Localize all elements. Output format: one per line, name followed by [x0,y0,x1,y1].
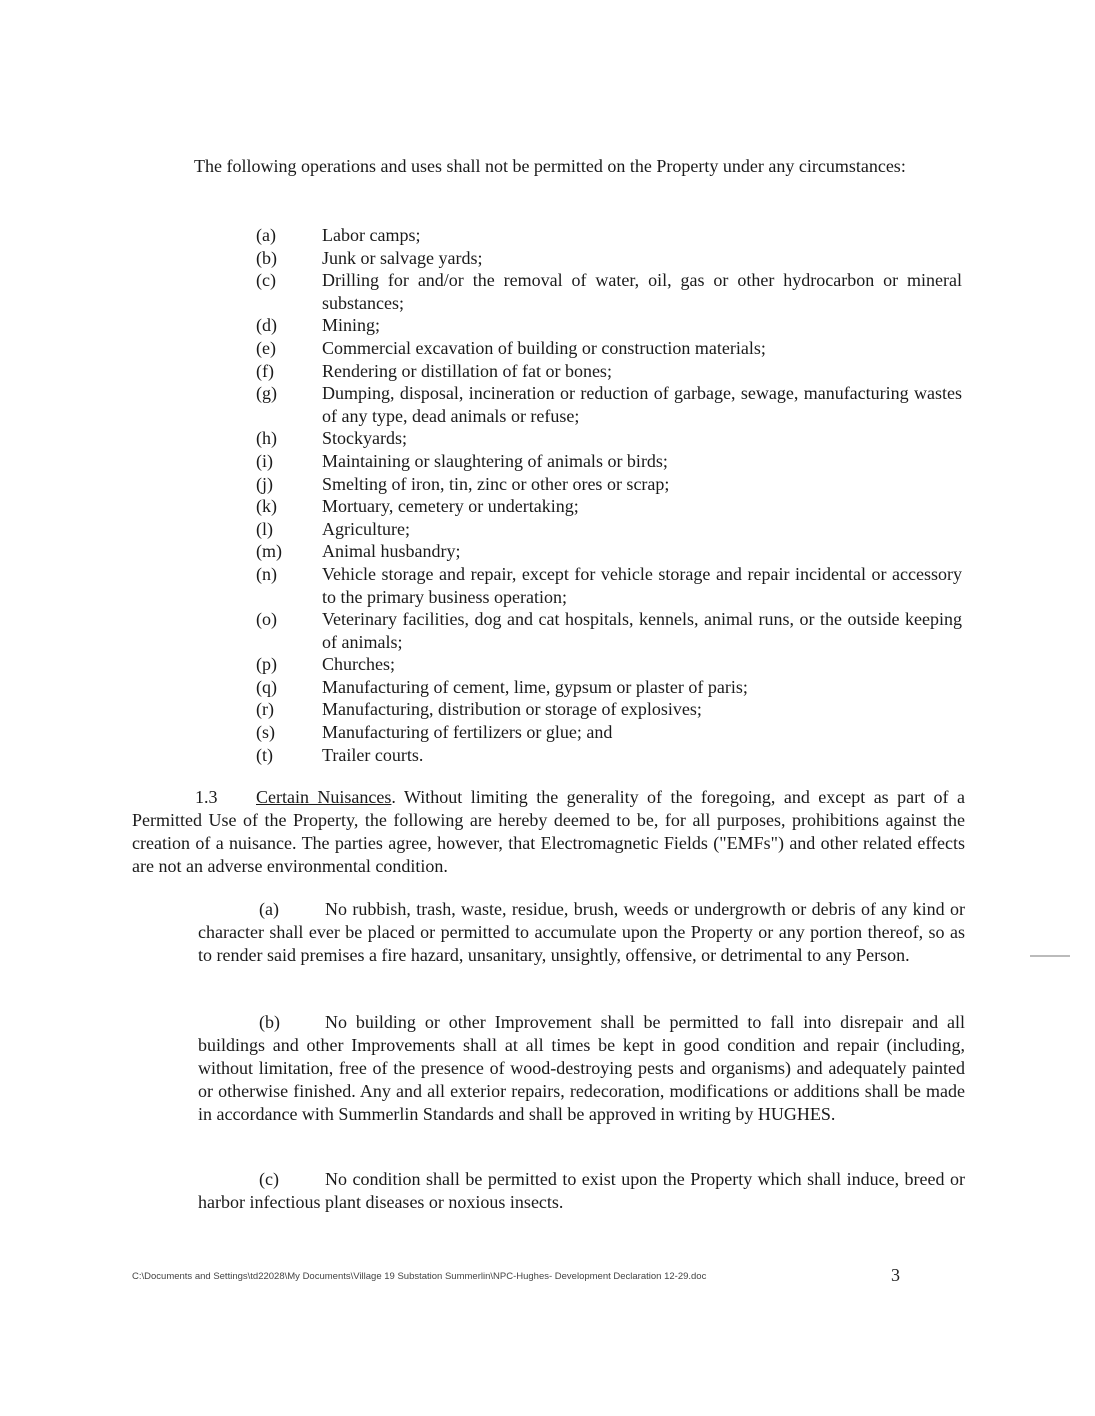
list-item [256,427,962,450]
list-item-label: (h) [256,428,277,449]
section-text: . Without limiting the generality of the foregoing, and except as part of a Permitted Use of the Property, the following are hereby deemed to be, for all purposes, prohibitions against the creation of a nuisance. The parties agree, however, that Electromagnetic Fields ("EMFs") and other related effects are not an adverse environmental condition. [132,787,965,876]
list-item-text: Commercial excavation of building or construction materials; [322,337,766,358]
list-item-text: Smelting of iron, tin, zinc or other ores or scrap; [322,473,670,494]
list-item-label: (r) [256,699,274,720]
list-item-label: (n) [256,563,277,584]
list-item-label: (l) [256,518,273,539]
list-item-text: Stockyards; [322,428,407,449]
subsection-text: No condition shall be permitted to exist upon the Property which shall induce, breed or harbor infectious plant diseases or noxious insects. [198,1169,965,1212]
list-item-label: (f) [256,360,274,381]
list-item-text: Mortuary, cemetery or undertaking; [322,496,579,517]
list-item [256,224,962,247]
list-item-text: Manufacturing, distribution or storage of explosives; [322,699,702,720]
scan-artifact-mark [1030,955,1070,957]
list-item-text: Dumping, disposal, incineration or reduction of garbage, sewage, manufacturing wastes of any type, dead animals or refuse; [322,383,962,426]
list-item [256,337,962,360]
subsection-b [198,1011,965,1126]
list-item-label: (d) [256,315,277,336]
list-item-label: (a) [256,225,276,245]
list-item [256,653,962,676]
list-item-text: Veterinary facilities, dog and cat hospitals, kennels, animal runs, or the outside keeping of animals; [322,609,962,652]
list-item-text: Drilling for and/or the removal of water, oil, gas or other hydrocarbon or mineral substances; [322,270,962,313]
list-item [256,450,962,473]
list-item-label: (g) [256,383,277,404]
section-1-3 [132,786,965,878]
subsection-text: No rubbish, trash, waste, residue, brush, weeds or undergrowth or debris of any kind or character shall ever be placed or permitted to accumulate upon the Property or any portion thereof, so as to render said premises a fire hazard, unsanitary, unsightly, offensive, or detrimental to any Person. [198,899,965,965]
list-item-text: Animal husbandry; [322,541,461,562]
list-item [256,676,962,699]
list-item-label: (t) [256,744,273,765]
page-number: 3 [891,1265,900,1285]
intro-paragraph: The following operations and uses shall not be permitted on the Property under any circumstances: [194,156,906,176]
list-item-text: Maintaining or slaughtering of animals or birds; [322,450,668,471]
list-item-text: Junk or salvage yards; [322,247,483,268]
list-item-text: Manufacturing of cement, lime, gypsum or plaster of paris; [322,676,748,697]
list-item-text: Labor camps; [322,225,421,245]
list-item [256,382,962,427]
list-item [256,563,962,608]
section-number: 1.3 [195,787,218,807]
prohibited-uses-list [256,224,962,766]
list-item-label: (i) [256,450,273,471]
list-item [256,608,962,653]
list-item-text: Mining; [322,315,381,336]
subsection-label: (c) [259,1169,279,1189]
list-item-text: Agriculture; [322,518,410,539]
list-item [256,314,962,337]
list-item-text: Vehicle storage and repair, except for vehicle storage and repair incidental or accessory to the primary business operation; [322,563,962,607]
list-item-label: (p) [256,654,277,675]
list-item-label: (b) [256,247,277,268]
list-item-label: (e) [256,337,276,358]
list-item-label: (m) [256,541,282,562]
list-item-text: Rendering or distillation of fat or bones; [322,360,612,381]
subsection-label: (b) [259,1012,280,1032]
section-heading: Certain Nuisances [256,787,392,807]
list-item [256,360,962,383]
list-item [256,698,962,721]
list-item [256,744,962,767]
list-item [256,540,962,563]
footer-file-path: C:\Documents and Settings\td22028\My Documents\Village 19 Substation Summerlin\NPC-Hughes- Development Declaration 12-29.doc [132,1271,707,1282]
list-item-label: (q) [256,676,277,697]
subsection-text: No building or other Improvement shall be permitted to fall into disrepair and all buildings and other Improvements shall at all times be kept in good condition and repair (including, without limitation, free of the presence of wood-destroying pests and organisms) and adequately painted or otherwise finished. Any and all exterior repairs, redecoration, modifications or additions shall be made in accordance with Summerlin Standards and shall be approved in writing by HUGHES. [198,1012,965,1124]
list-item [256,269,962,314]
list-item-label: (c) [256,270,276,291]
list-item-text: Churches; [322,654,395,675]
list-item-label: (j) [256,473,273,494]
list-item [256,721,962,744]
subsection-c [198,1168,965,1214]
subsection-a [198,898,965,967]
list-item-label: (k) [256,496,277,517]
list-item-text: Trailer courts. [322,744,424,765]
list-item-text: Manufacturing of fertilizers or glue; and [322,722,613,743]
list-item [256,518,962,541]
list-item [256,473,962,496]
list-item [256,247,962,270]
list-item-label: (s) [256,722,275,743]
list-item [256,495,962,518]
subsection-label: (a) [259,899,279,919]
list-item-label: (o) [256,609,277,630]
